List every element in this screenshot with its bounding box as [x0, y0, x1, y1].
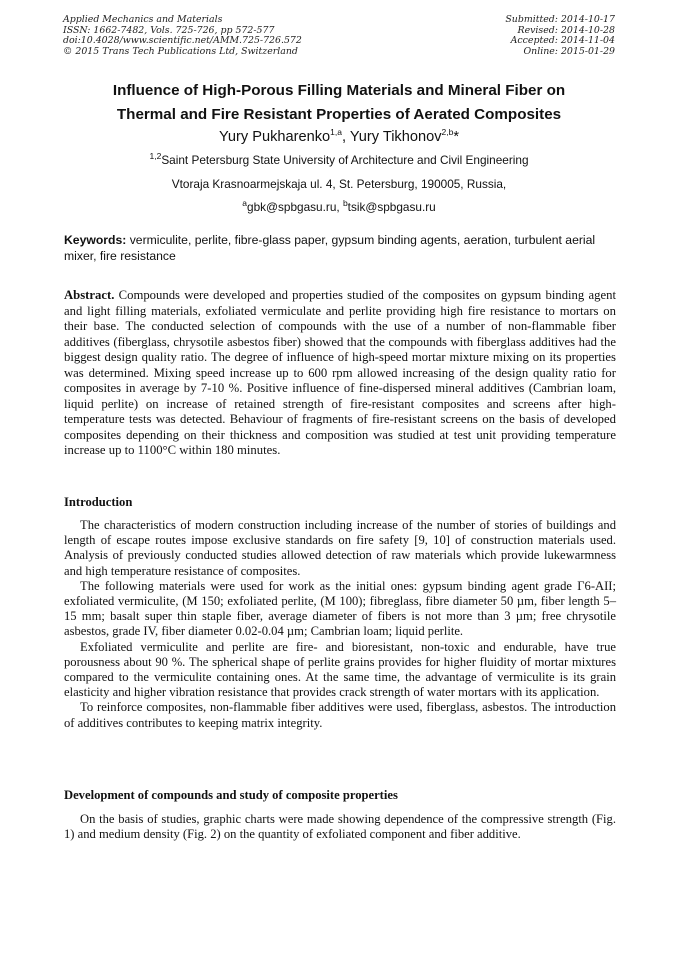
introduction-body — [64, 518, 616, 731]
development-body — [64, 812, 616, 842]
journal-issn: ISSN: 1662-7482, Vols. 725-726, pp 572-577 — [63, 24, 275, 36]
date-online: Online: 2015-01-29 — [523, 45, 615, 57]
author-list — [40, 127, 638, 147]
affiliation-line-1: Saint Petersburg State University of Architecture and Civil Engineering — [161, 153, 529, 167]
date-accepted: Accepted: 2014-11-04 — [510, 35, 615, 47]
introduction-heading: Introduction — [64, 495, 133, 509]
abstract-label: Abstract. — [64, 288, 115, 302]
development-heading: Development of compounds and study of composite properties — [64, 788, 398, 802]
submission-dates — [505, 15, 615, 57]
author-1-sup: 1,a — [330, 127, 342, 138]
keywords-text: vermiculite, perlite, fibre-glass paper, gypsum binding agents, aeration, turbulent aerial mixer, fire resistance — [64, 233, 596, 263]
title-line-2: Thermal and Fire Resistant Properties of Aerated Composites — [116, 106, 562, 123]
date-revised: Revised: 2014-10-28 — [517, 24, 615, 36]
keywords-label: Keywords: — [64, 233, 127, 247]
email-a-sup: a — [242, 198, 248, 209]
journal-copyright: © 2015 Trans Tech Publications Ltd, Switzerland — [63, 45, 298, 57]
paragraph: Exfoliated vermiculite and perlite are fire- and bioresistant, non-toxic and endurable, have true porousness about 90 %. The spherical shape of perlite grains provides for higher fluidity of mortar mixtures compared to the vermiculite containing ones. At the same time, the advantage of vermiculite is its grain elasticity and higher vibration resistance that provides crack strength of water mortars with its application. — [64, 639, 616, 700]
paragraph: On the basis of studies, graphic charts were made showing dependence of the compressive strength (Fig. 1) and medium density (Fig. 2) on the quantity of exfoliated component and fiber additive. — [64, 812, 616, 842]
affiliation-address: Vtoraja Krasnoarmejskaja ul. 4, St. Petersburg, 190005, Russia, — [171, 177, 507, 191]
author-2-name: Yury Tikhonov — [349, 129, 442, 145]
author-1-name: Yury Pukharenko — [218, 129, 331, 145]
paragraph: The following materials were used for work as the initial ones: gypsum binding agent grade Г6-АII; exfoliated vermiculite, (M 150; exfoliated perlite, (M 100); fibreglass, fibre diameter 50 µm, fiber length 5–15 mm; basalt super thin staple fiber, average diameter of fibers is not more than 3 µm; free chrysotile asbestos, grade IV, fiber diameter 0.02-0.04 µm; Cambrian loam; liquid perlite. — [64, 578, 616, 639]
journal-info — [63, 15, 302, 57]
author-separator: , — [341, 129, 350, 145]
journal-doi: doi:10.4028/www.scientific.net/AMM.725-726.572 — [63, 35, 302, 47]
abstract-section — [64, 288, 616, 459]
email-a: gbk@spbgasu.ru, — [247, 200, 343, 214]
abstract-text: Compounds were developed and properties studied of the composites on gypsum binding agent and light filling materials, exfoliated vermiculate and perlite providing high fire resistance to mortars on their base. The conducted selection of compounds with the use of a number of non-flammable fiber additives (fiberglass, chrysotile asbestos fiber) showed that the compounds with fiberglass additives had the biggest design quality ratio. The degree of influence of high-speed mortar mixture mixing on its properties was determined. Mixing speed increase up to 600 rpm allowed increasing of the design quality ratio for composites in average by 7-10 %. Positive influence of fine-dispersed mineral additives (Cambrian loam, liquid perlite) on increase of retained strength of fire-resistant composites and screens after high-temperature tests was detected. Behaviour of fragments of fire-resistant screens on the basis of developed composites depending on their thickness and composition was studied at test unit providing temperature increase up to 1100°C within 180 minutes. — [64, 288, 616, 457]
title-line-1: Influence of High-Porous Filling Materials and Mineral Fiber on — [112, 82, 566, 99]
journal-name: Applied Mechanics and Materials — [63, 14, 223, 25]
affiliation-sup: 1,2 — [149, 151, 162, 162]
author-emails — [40, 199, 638, 215]
keywords-section — [64, 232, 617, 264]
paragraph: To reinforce composites, non-flammable fiber additives were used, fiberglass, asbestos. The introduction of additives contributes to keeping matrix integrity. — [64, 700, 616, 730]
paragraph: The characteristics of modern construction including increase of the number of stories of buildings and length of escape routes impose exclusive standards on fire safety [9, 10] of construction materials used. Analysis of previously conducted studies allowed detection of raw materials which provide lukewarmness and high temperature resistance of composites. — [64, 518, 616, 578]
paper-title — [40, 79, 638, 127]
date-submitted: Submitted: 2014-10-17 — [505, 14, 615, 25]
corresponding-author-mark: * — [453, 129, 460, 145]
email-b: tsik@spbgasu.ru — [347, 200, 436, 214]
email-b-sup: b — [342, 198, 348, 209]
affiliation-institution — [40, 152, 638, 168]
author-2-sup: 2,b — [441, 127, 454, 138]
